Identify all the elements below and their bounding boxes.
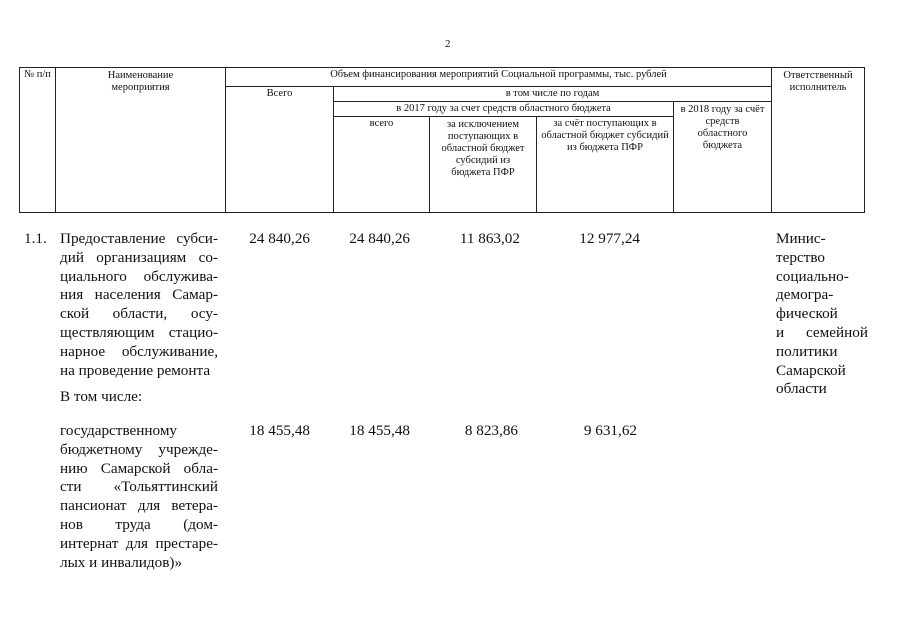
subrow-total: 18 455,48 xyxy=(249,422,310,439)
header-2017-all: всего xyxy=(334,117,430,213)
header-table xyxy=(19,67,865,213)
header-resp: Ответственный исполнитель xyxy=(772,68,865,213)
row-number: 1.1. xyxy=(24,230,47,247)
subrow-2017-pfr: 9 631,62 xyxy=(583,422,637,439)
header-2017-pfr: за счёт поступающих в областной бюджет субсидий из бюджета ПФР xyxy=(537,117,674,213)
page-number: 2 xyxy=(445,38,451,50)
row-name: Предоставление субси- дий организациям со- циального обслужива- ния населения Самар- ской области, осу- ществляющим стацио- нарное обслуживание, на проведение ремонта xyxy=(60,230,218,379)
header-2017: в 2017 году за счет средств областного бюджета xyxy=(334,102,674,117)
row-total: 24 840,26 xyxy=(249,230,310,247)
row-responsible: Минис- терство социально- демогра- фической и семейной политики Самарской области xyxy=(776,230,868,398)
header-2018: в 2018 году за счёт средств областного бюджета xyxy=(674,102,772,213)
row-2017-excl: 11 863,02 xyxy=(459,230,520,247)
subrow-name: государственному бюджетному учрежде- нию Самарской обла- сти «Тольяттинский пансионат для ветера- нов труда (дом- интернат для престаре- лых и инвалидов)» xyxy=(60,422,218,571)
header-by-years: в том числе по годам xyxy=(334,87,772,102)
header-2017-excl: за исключением поступающих в областной бюджет субсидий из бюджета ПФР xyxy=(430,117,537,213)
header-volume: Объем финансирования мероприятий Социальной программы, тыс. рублей xyxy=(226,68,772,87)
row-2017-total: 24 840,26 xyxy=(349,230,410,247)
row-2017-pfr: 12 977,24 xyxy=(579,230,640,247)
header-num: № п/п xyxy=(20,68,56,213)
header-total: Всего xyxy=(226,87,334,213)
subrow-2017-total: 18 455,48 xyxy=(349,422,410,439)
subrow-2017-excl: 8 823,86 xyxy=(464,422,518,439)
subheading-label: В том числе: xyxy=(60,388,143,405)
header-name: Наименование мероприятия xyxy=(56,68,226,213)
